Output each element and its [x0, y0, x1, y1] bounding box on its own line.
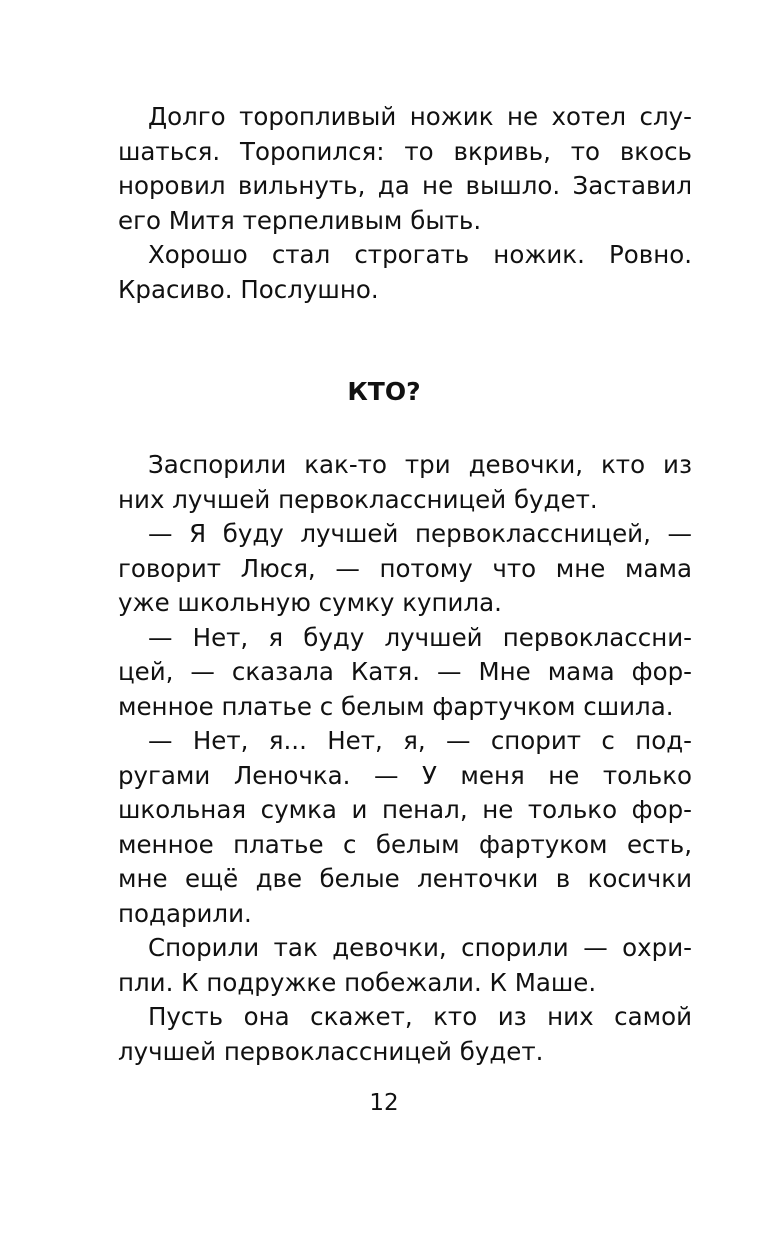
text-line: цей, — сказала Катя. — Мне мама фор-: [118, 657, 692, 686]
story-title: КТО?: [347, 377, 421, 406]
paragraph: [118, 238, 692, 307]
paragraph: [118, 724, 692, 931]
text-line: подарили.: [118, 898, 252, 928]
text-line: — Я буду лучшей первоклассницей, —: [148, 519, 692, 548]
text-line: них лучшей первоклассницей будет.: [118, 484, 598, 514]
text-line: шаться. Торопился: то вкривь, то вкось: [118, 136, 692, 166]
text-line: школьная сумка и пенал, не только фор-: [118, 795, 692, 824]
text-line: менное платье с белым фартучком сшила.: [118, 691, 674, 721]
text-line: ругами Леночка. — У меня не только: [118, 760, 692, 790]
paragraph: [118, 621, 692, 725]
text-line: Пусть она скажет, кто из них самой: [148, 1002, 692, 1031]
paragraph: [118, 931, 692, 1000]
text-line: Спорили так девочки, спорили — охри-: [148, 933, 692, 962]
page-number: 12: [369, 1090, 399, 1116]
text-line: пли. К подружке побежали. К Маше.: [118, 967, 597, 997]
text-line: лучшей первоклассницей будет.: [118, 1036, 544, 1066]
text-line: — Нет, я буду лучшей первоклассни-: [148, 622, 692, 652]
text-line: Красиво. Послушно.: [118, 274, 379, 304]
text-line: менное платье с белым фартуком есть,: [118, 829, 692, 859]
text-line: — Нет, я... Нет, я, — спорит с под-: [148, 726, 692, 755]
text-line: Долго торопливый ножик не хотел слу-: [148, 102, 692, 131]
text-line: его Митя терпеливым быть.: [118, 205, 482, 235]
intro-text-block: [118, 100, 692, 307]
text-line: мне ещё две белые ленточки в косички: [118, 864, 692, 893]
paragraph: [118, 1000, 692, 1069]
paragraph: [118, 517, 692, 621]
story-text-block: [118, 448, 692, 1069]
text-line: норовил вильнуть, да не вышло. Заставил: [118, 171, 692, 200]
text-line: Хорошо стал строгать ножик. Ровно.: [148, 240, 692, 269]
text-line: Заспорили как-то три девочки, кто из: [148, 450, 692, 479]
text-line: говорит Люся, — потому что мне мама: [118, 553, 692, 583]
paragraph: [118, 448, 692, 517]
text-line: уже школьную сумку купила.: [118, 588, 502, 617]
paragraph: [118, 100, 692, 238]
